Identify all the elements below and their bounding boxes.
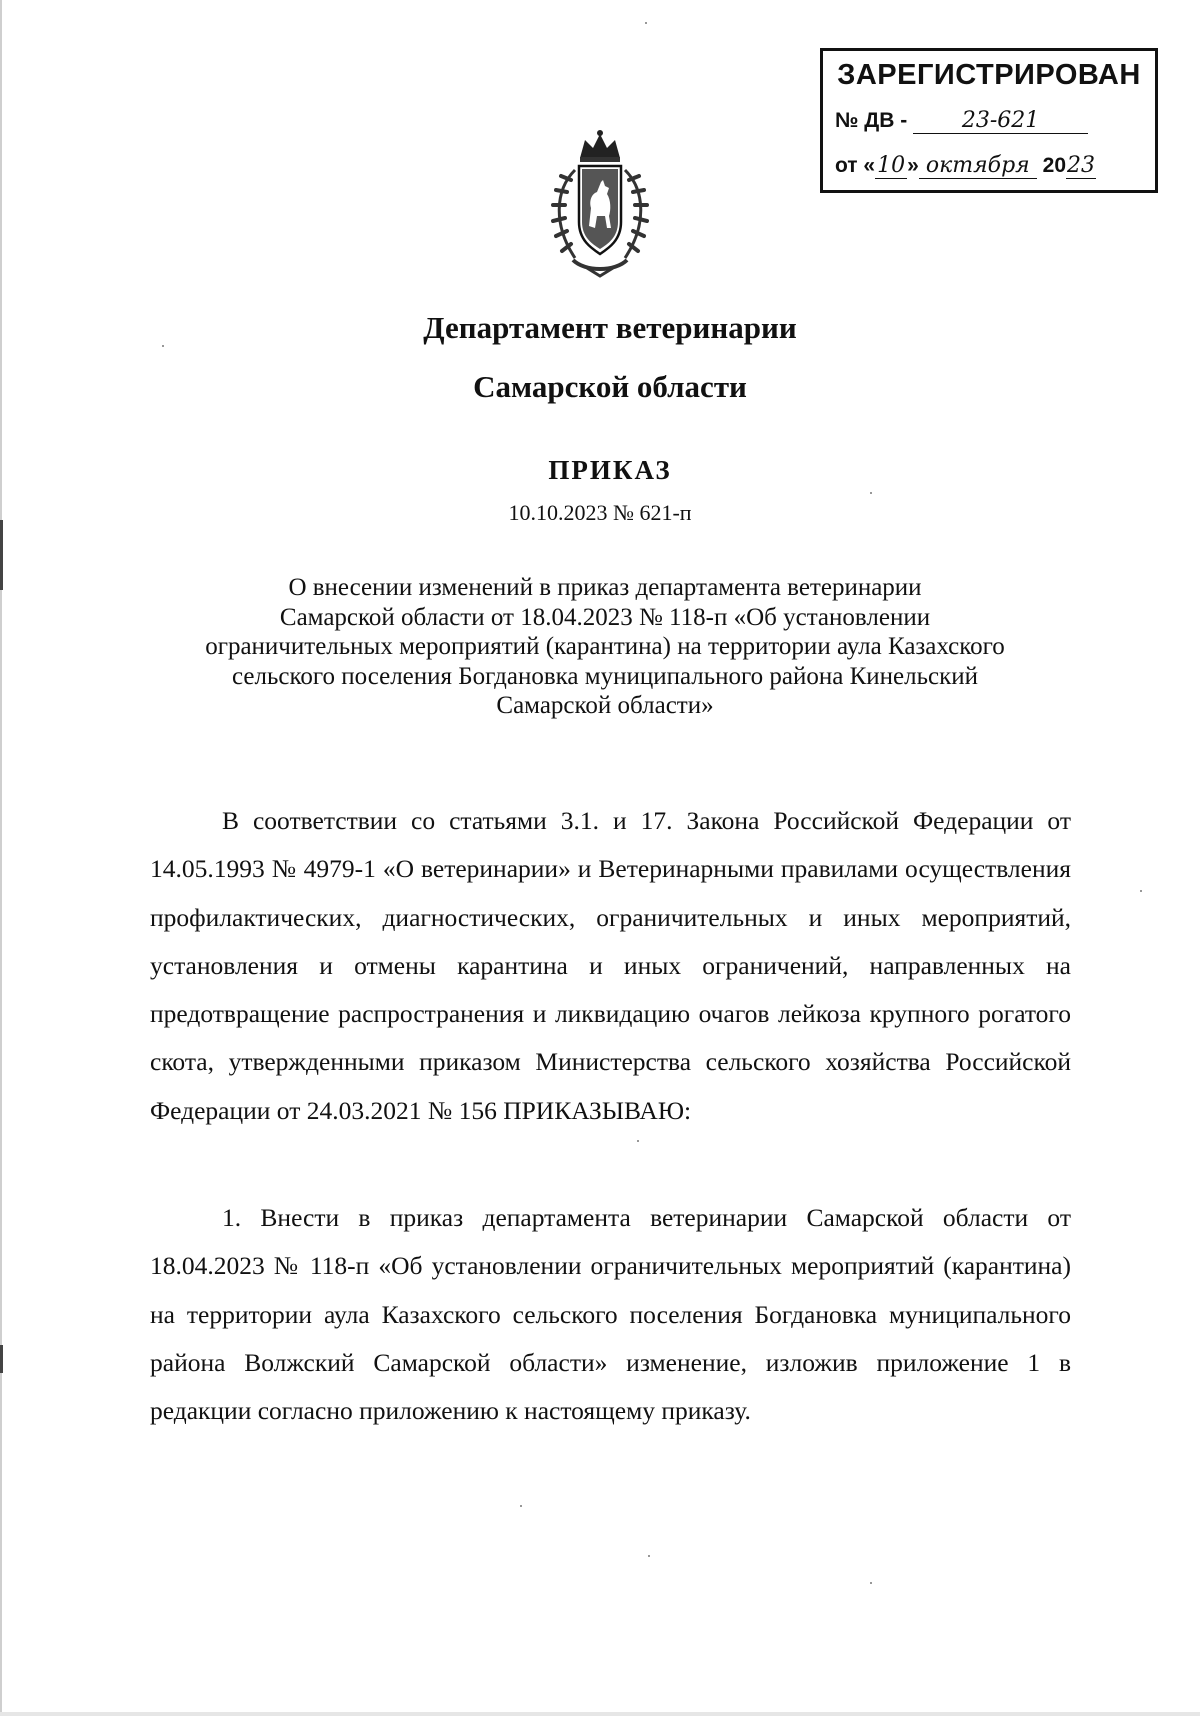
document-subject	[130, 573, 1080, 721]
stamp-date-mid: »	[907, 154, 919, 177]
subject-line: ограничительных мероприятий (карантина) на территории аула Казахского	[205, 633, 1005, 660]
scan-left-edge	[0, 0, 2, 1716]
scan-speck	[1140, 890, 1142, 892]
body-paragraph-preamble: В соответствии со статьями 3.1. и 17. Закона Российской Федерации от 14.05.1993 № 4979-1 «О ветеринарии» и Ветеринарными правилами осуществления профилактических, диагностических, ограничительных и иных мероприятий, установления и отмены карантина и иных ограничений, направленных на предотвращение распространения и ликвидацию очагов лейкоза крупного рогатого скота, утвержденными приказом Министерства сельского хозяйства Российской Федерации от 24.03.2021 № 156 ПРИКАЗЫВАЮ:	[150, 806, 1071, 1125]
body-paragraph-item-1: 1. Внести в приказ департамента ветеринарии Самарской области от 18.04.2023 № 118-п «Об установлении ограничительных мероприятий (карантина) на территории аула Казахского сельского поселения Богдановка муниципального района Волжский Самарской области» изменение, изложив приложение 1 в редакции согласно приложению к настоящему приказу.	[150, 1203, 1071, 1426]
stamp-date-prefix: от «	[835, 154, 876, 177]
organization-name-line-1: Департамент ветеринарии	[423, 310, 797, 345]
subject-line: Самарской области от 18.04.2023 № 118-п «Об установлении	[279, 603, 931, 631]
stamp-title: ЗАРЕГИСТРИРОВАН	[837, 59, 1141, 91]
scan-bottom-edge	[0, 1712, 1200, 1716]
organization-name-line-2: Самарской области	[473, 369, 747, 404]
stamp-number-handwritten: 23-621	[913, 109, 1088, 134]
subject-line: О внесении изменений в приказ департамента ветеринарии	[288, 574, 922, 601]
scan-speck	[520, 1505, 522, 1507]
scan-edge-mark	[0, 520, 3, 590]
scan-speck	[870, 492, 872, 494]
registration-stamp	[820, 48, 1158, 193]
stamp-year-handwritten: 23	[1067, 153, 1095, 178]
subject-line: Самарской области»	[496, 692, 714, 719]
scan-speck	[637, 1140, 639, 1142]
samara-coat-of-arms-icon	[545, 130, 655, 278]
stamp-day-handwritten: 10	[877, 153, 906, 178]
stamp-year-prefix: 20	[1042, 154, 1066, 177]
scan-edge-mark	[0, 1345, 3, 1373]
stamp-number-row	[835, 109, 1088, 134]
stamp-date-row	[835, 154, 1096, 179]
document-type: ПРИКАЗ	[548, 455, 672, 485]
stamp-number-label: № ДВ -	[835, 109, 908, 132]
stamp-month-handwritten: октября	[919, 154, 1037, 179]
scan-speck	[645, 22, 647, 24]
scan-speck	[648, 1555, 650, 1557]
document-date-number: 10.10.2023 № 621-п	[508, 500, 692, 525]
scan-speck	[870, 1582, 872, 1584]
scan-speck	[162, 345, 164, 347]
subject-line: сельского поселения Богдановка муниципального района Кинельский	[231, 662, 979, 690]
